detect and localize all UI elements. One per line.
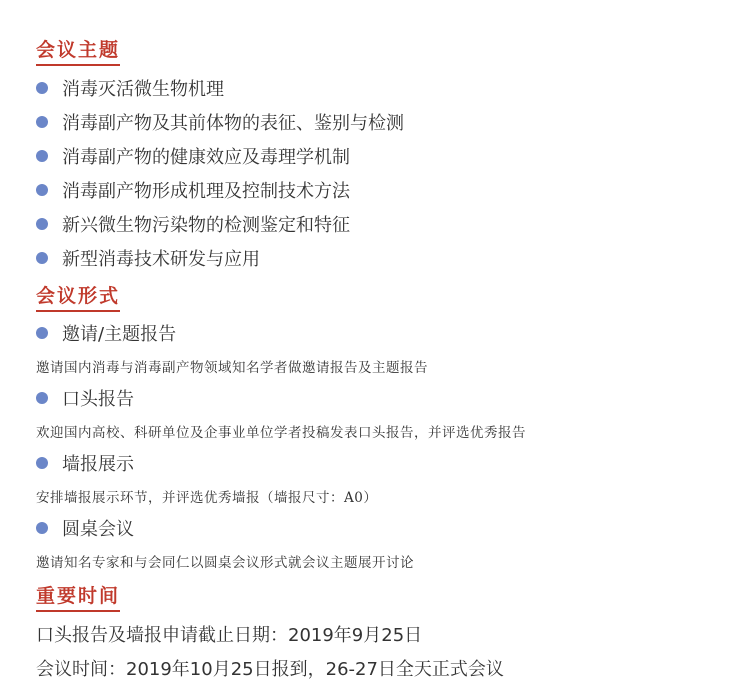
section-title-dates-text: 重要时间 — [36, 585, 121, 607]
section-title-underline — [36, 310, 120, 312]
bullet-dot-icon — [36, 327, 48, 339]
bullet-dot-icon — [36, 457, 48, 469]
format-item-label: 邀请/主题报告 — [62, 324, 177, 345]
format-item-description: 欢迎国内高校、科研单位及企事业单位学者投稿发表口头报告，并评选优秀报告 — [36, 425, 526, 441]
format-item — [36, 319, 176, 347]
section-title-formats — [36, 284, 120, 308]
bullet-dot-icon — [36, 116, 48, 128]
theme-item — [36, 210, 350, 238]
theme-item-label: 新兴微生物污染物的检测鉴定和特征 — [62, 215, 350, 236]
theme-item-label: 消毒副产物及其前体物的表征、鉴别与检测 — [62, 113, 404, 134]
section-title-themes — [36, 38, 120, 62]
date-line-deadline: 口头报告及墙报申请截止日期：2019年9月25日 — [36, 625, 423, 646]
theme-item-label: 消毒灭活微生物机理 — [62, 79, 224, 100]
section-title-underline — [36, 610, 120, 612]
format-item-description: 安排墙报展示环节，并评选优秀墙报（墙报尺寸：A0） — [36, 490, 378, 506]
format-item-description: 邀请国内消毒与消毒副产物领域知名学者做邀请报告及主题报告 — [36, 360, 428, 376]
theme-item — [36, 74, 224, 102]
theme-item — [36, 142, 350, 170]
bullet-dot-icon — [36, 218, 48, 230]
theme-item-label: 消毒副产物形成机理及控制技术方法 — [62, 181, 350, 202]
bullet-dot-icon — [36, 150, 48, 162]
theme-item-label: 新型消毒技术研发与应用 — [62, 249, 260, 270]
theme-item — [36, 176, 350, 204]
bullet-dot-icon — [36, 252, 48, 264]
section-title-formats-text: 会议形式 — [36, 285, 121, 307]
format-item-label: 圆桌会议 — [62, 519, 134, 540]
bullet-dot-icon — [36, 392, 48, 404]
format-item-label: 口头报告 — [62, 389, 134, 410]
section-title-themes-text: 会议主题 — [36, 39, 121, 61]
format-item — [36, 449, 134, 477]
section-title-underline — [36, 64, 120, 66]
bullet-dot-icon — [36, 82, 48, 94]
format-item-description: 邀请知名专家和与会同仁以圆桌会议形式就会议主题展开讨论 — [36, 555, 414, 571]
format-item-label: 墙报展示 — [62, 454, 134, 475]
theme-item-label: 消毒副产物的健康效应及毒理学机制 — [62, 147, 350, 168]
format-item — [36, 384, 134, 412]
bullet-dot-icon — [36, 522, 48, 534]
format-item — [36, 514, 134, 542]
bullet-dot-icon — [36, 184, 48, 196]
date-line-meeting: 会议时间：2019年10月25日报到，26-27日全天正式会议 — [36, 659, 504, 680]
theme-item — [36, 108, 404, 136]
section-title-dates — [36, 584, 120, 608]
theme-item — [36, 244, 260, 272]
